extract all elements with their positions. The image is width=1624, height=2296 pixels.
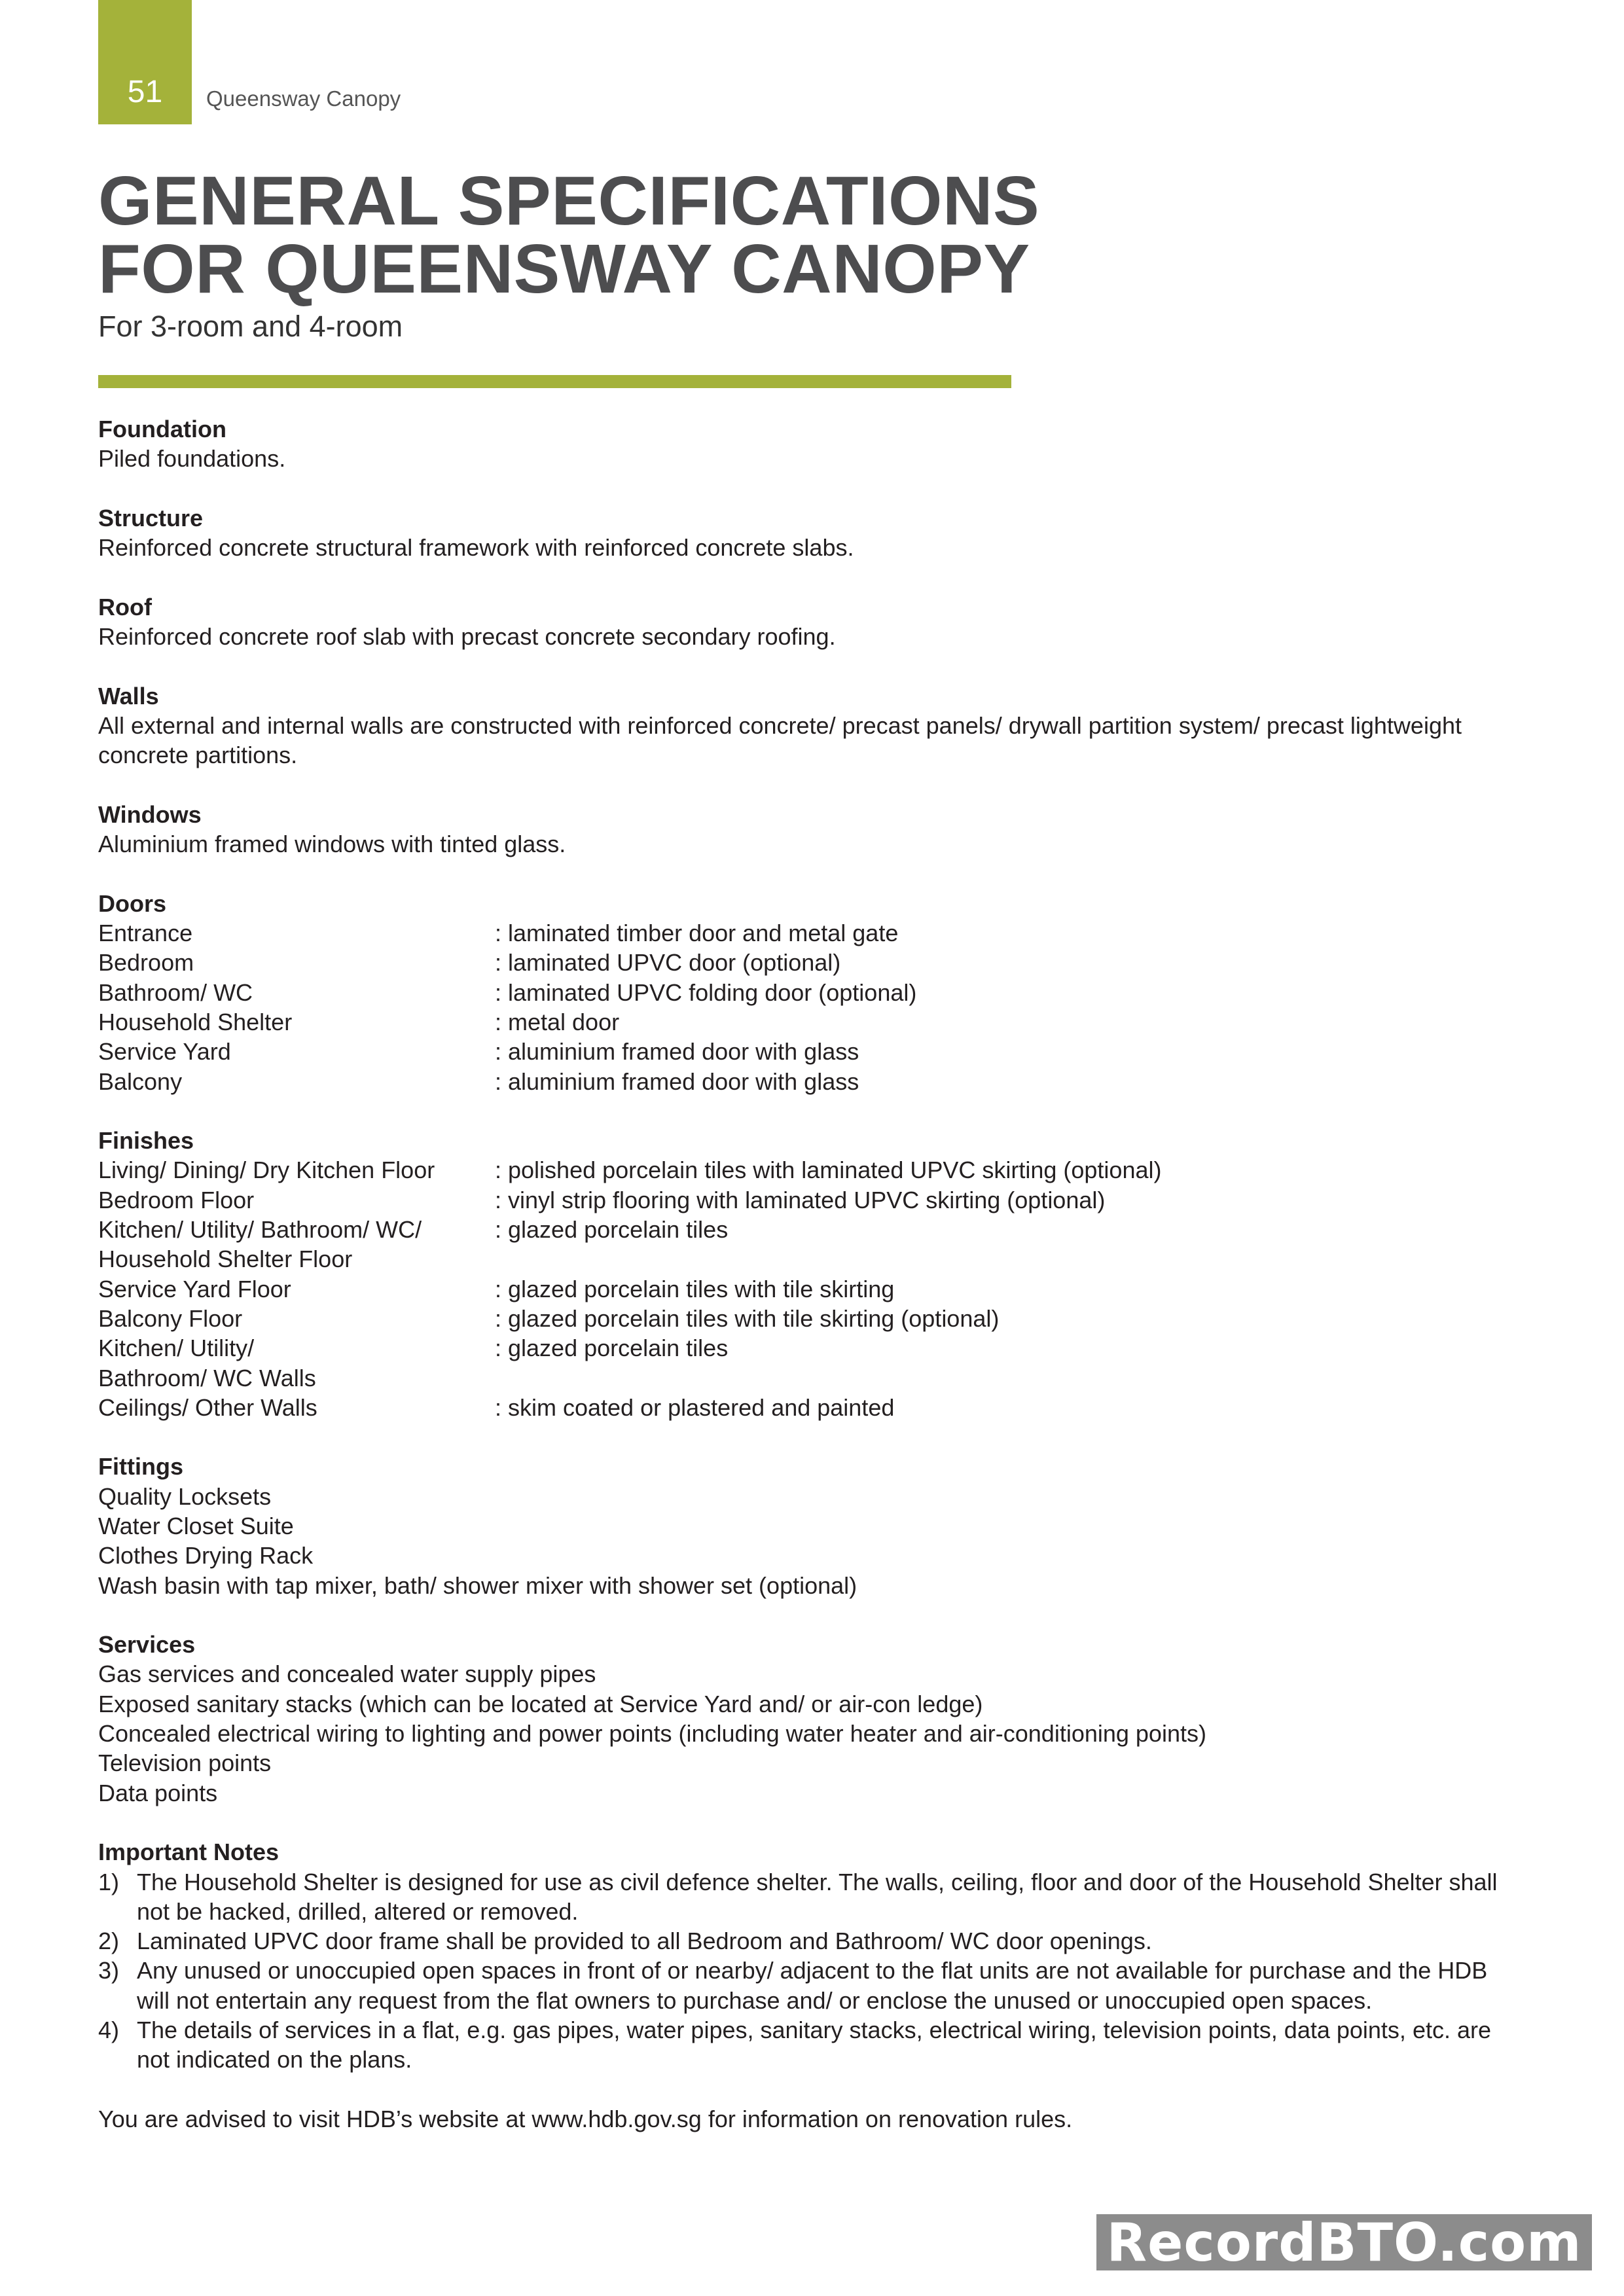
- page-subtitle: For 3-room and 4-room: [98, 310, 403, 343]
- spec-label-line-1: Kitchen/ Utility/ Bathroom/ WC/: [98, 1216, 422, 1244]
- section-text: All external and internal walls are constructed with reinforced concrete/ precast panels/ drywall partition system/ precast lightweight concrete partitions.: [98, 711, 1462, 769]
- section-heading: Windows: [98, 800, 202, 828]
- list-item: Concealed electrical wiring to lighting and power points (including water heater and air-conditioning points): [98, 1720, 1206, 1748]
- spec-row: [98, 1185, 1538, 1215]
- note-number: 1): [98, 1868, 120, 1895]
- section-heading: Doors: [98, 889, 167, 917]
- section-heading: Walls: [98, 682, 159, 709]
- spec-value: : vinyl strip flooring with laminated UPVC skirting (optional): [495, 1186, 1106, 1213]
- spec-value: : glazed porcelain tiles: [495, 1335, 729, 1362]
- list-item: Water Closet Suite: [98, 1512, 294, 1539]
- spec-value: : aluminium framed door with glass: [495, 1067, 859, 1095]
- spec-row: [98, 918, 1538, 948]
- list-item: Quality Locksets: [98, 1482, 272, 1510]
- list-item: Wash basin with tap mixer, bath/ shower mixer with shower set (optional): [98, 1571, 857, 1599]
- section-heading: Important Notes: [98, 1839, 280, 1866]
- spec-label: Household Shelter: [98, 1008, 293, 1035]
- spec-row: [98, 1067, 1538, 1096]
- spec-label: Bedroom Floor: [98, 1186, 255, 1213]
- spec-label-line-2: Bathroom/ WC Walls: [98, 1364, 316, 1391]
- spec-label-line-1: Kitchen/ Utility/: [98, 1335, 255, 1362]
- page-number: 51: [127, 75, 163, 109]
- spec-value: : polished porcelain tiles with laminated UPVC skirting (optional): [495, 1157, 1162, 1184]
- section-walls: [98, 681, 1538, 770]
- spec-value: : laminated UPVC folding door (optional): [495, 978, 917, 1006]
- spec-row: [98, 1333, 1538, 1393]
- note-number: 3): [98, 1957, 120, 1984]
- spec-row: [98, 1215, 1538, 1274]
- note-item: [98, 1956, 1538, 2015]
- spec-row: [98, 978, 1538, 1007]
- list-item: Data points: [98, 1779, 218, 1806]
- spec-label: Entrance: [98, 920, 193, 947]
- list-item: Clothes Drying Rack: [98, 1542, 314, 1570]
- spec-value: : laminated timber door and metal gate: [495, 920, 899, 947]
- section-doors: [98, 889, 1538, 1096]
- spec-value: : glazed porcelain tiles with tile skirting (optional): [495, 1304, 1000, 1332]
- list-item: Television points: [98, 1749, 272, 1777]
- title-divider: [98, 375, 1011, 388]
- spec-label: Bathroom/ WC: [98, 978, 253, 1006]
- section-foundation: [98, 414, 1538, 474]
- spec-label: [98, 1215, 495, 1274]
- section-heading: Foundation: [98, 416, 226, 442]
- running-title: Queensway Canopy: [206, 86, 401, 111]
- section-services: [98, 1630, 1538, 1808]
- section-fittings: [98, 1452, 1538, 1600]
- spec-row: [98, 1393, 1538, 1422]
- spec-label-line-2: Household Shelter Floor: [98, 1246, 353, 1273]
- spec-value: : metal door: [495, 1008, 620, 1035]
- spec-label: Balcony: [98, 1067, 183, 1095]
- spec-value: : glazed porcelain tiles: [495, 1216, 729, 1244]
- note-item: [98, 1867, 1538, 1927]
- spec-label: Service Yard: [98, 1038, 231, 1066]
- section-heading: Structure: [98, 504, 204, 531]
- section-heading: Roof: [98, 593, 152, 620]
- section-text: Reinforced concrete structural framework with reinforced concrete slabs.: [98, 534, 854, 562]
- spec-row: [98, 948, 1538, 977]
- note-text: The Household Shelter is designed for use as civil defence shelter. The walls, ceiling, floor and door of the Household Shelter shall not be hacked, drilled, altered or removed.: [137, 1868, 1498, 1925]
- section-heading: Finishes: [98, 1127, 194, 1155]
- section-windows: [98, 800, 1538, 859]
- page-title: [98, 162, 1040, 308]
- list-item: Gas services and concealed water supply pipes: [98, 1660, 596, 1688]
- note-number: 2): [98, 1928, 120, 1955]
- section-text: Piled foundations.: [98, 445, 286, 473]
- specifications-content: [98, 414, 1538, 2134]
- note-item: [98, 2015, 1538, 2075]
- section-finishes: [98, 1126, 1538, 1422]
- spec-label: Ceilings/ Other Walls: [98, 1393, 317, 1421]
- section-important-notes: [98, 1837, 1538, 2074]
- watermark: RecordBTO.com: [1096, 2214, 1592, 2270]
- note-number: 4): [98, 2017, 120, 2044]
- spec-row: [98, 1037, 1538, 1066]
- spec-label: Service Yard Floor: [98, 1275, 291, 1302]
- section-heading: Services: [98, 1631, 196, 1659]
- spec-row: [98, 1007, 1538, 1037]
- spec-label: [98, 1333, 495, 1393]
- note-item: [98, 1926, 1538, 1956]
- list-item: Exposed sanitary stacks (which can be located at Service Yard and/ or air-con ledge): [98, 1690, 983, 1717]
- section-text: Reinforced concrete roof slab with precast concrete secondary roofing.: [98, 623, 836, 651]
- section-text: Aluminium framed windows with tinted glass.: [98, 831, 566, 858]
- title-block: [98, 162, 1040, 344]
- spec-row: [98, 1155, 1538, 1185]
- spec-row: [98, 1274, 1538, 1304]
- page-title-line-2: FOR QUEENSWAY CANOPY: [98, 230, 1030, 308]
- footer-text: You are advised to visit HDB’s website at www.hdb.gov.sg for information on renovation rules.: [98, 2105, 1073, 2132]
- spec-value: : glazed porcelain tiles with tile skirting: [495, 1275, 895, 1302]
- page-title-line-1: GENERAL SPECIFICATIONS: [98, 162, 1040, 240]
- page-number-tab: [98, 0, 192, 124]
- spec-value: : skim coated or plastered and painted: [495, 1393, 895, 1421]
- spec-value: : aluminium framed door with glass: [495, 1038, 859, 1066]
- spec-value: : laminated UPVC door (optional): [495, 949, 841, 977]
- section-roof: [98, 592, 1538, 652]
- spec-label: Living/ Dining/ Dry Kitchen Floor: [98, 1157, 435, 1184]
- note-text: Any unused or unoccupied open spaces in front of or nearby/ adjacent to the flat units are not available for purchase and the HDB will not entertain any request from the flat owners to purchase and/ or enclose the unused or unoccupied open spaces.: [137, 1957, 1488, 2014]
- spec-label: Balcony Floor: [98, 1304, 243, 1332]
- spec-row: [98, 1304, 1538, 1333]
- note-text: Laminated UPVC door frame shall be provided to all Bedroom and Bathroom/ WC door openings.: [137, 1928, 1152, 1955]
- section-heading: Fittings: [98, 1453, 183, 1480]
- note-text: The details of services in a flat, e.g. gas pipes, water pipes, sanitary stacks, electrical wiring, television points, data points, etc. are not indicated on the plans.: [137, 2017, 1491, 2073]
- spec-label: Bedroom: [98, 949, 194, 977]
- section-structure: [98, 503, 1538, 563]
